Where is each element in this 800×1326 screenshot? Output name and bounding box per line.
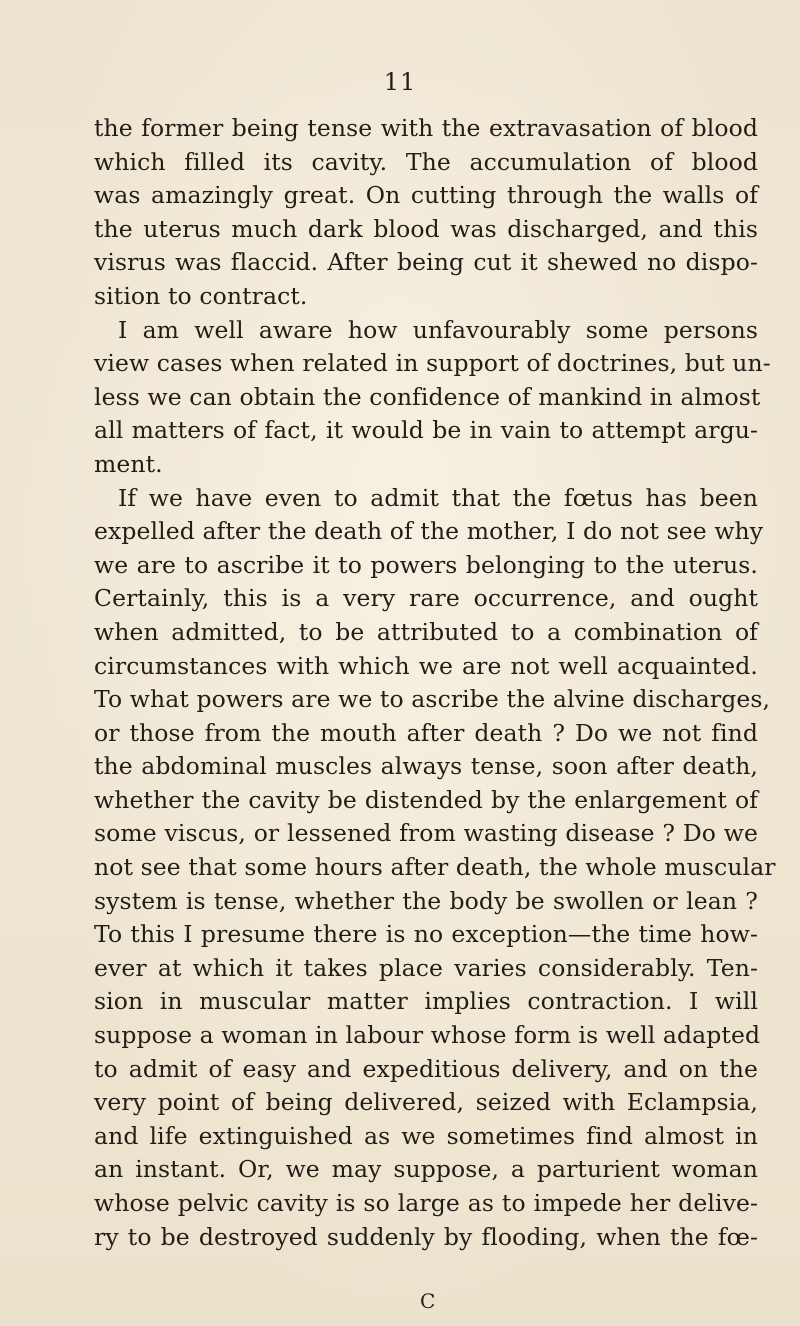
text-line: not see that some hours after death, the whole muscular [94,853,776,882]
text-line: some viscus, or lessened from wasting disease ? Do we [94,819,758,848]
text-line: visrus was flaccid. After being cut it shewed no dispo- [94,248,758,277]
text-line: ment. [94,449,163,478]
text-line: view cases when related in support of doctrines, but un- [94,349,771,378]
text-line: an instant. Or, we may suppose, a parturient woman [94,1155,758,1184]
text-line: and life extinguished as we sometimes find almost in [94,1121,758,1150]
page-number: 11 [383,68,417,96]
text-line: Certainly, this is a very rare occurrence, and ought [94,584,758,613]
text-line: suppose a woman in labour whose form is well adapted [94,1021,761,1050]
text-line: sition to contract. [94,281,308,310]
text-line: sion in muscular matter implies contraction. I will [94,987,758,1016]
text-line: less we can obtain the confidence of mankind in almost [94,382,761,411]
text-line: I am well aware how unfavourably some persons [118,315,758,344]
text-line: the uterus much dark blood was discharged, and this [94,214,758,243]
text-line: To this I presume there is no exception—the time how- [94,920,758,949]
text-line: If we have even to admit that the fœtus has been [118,483,758,512]
text-line: the abdominal muscles always tense, soon after death, [94,752,758,781]
text-line: ever at which it takes place varies considerably. Ten- [94,953,758,982]
text-line: we are to ascribe it to powers belonging to the uterus. [94,550,758,579]
text-line: very point of being delivered, seized with Eclampsia, [94,1088,758,1117]
text-line: the former being tense with the extravasation of blood [94,114,758,142]
text-line: to admit of easy and expeditious delivery, and on the [94,1054,758,1083]
text-line: which filled its cavity. The accumulation of blood [94,147,758,176]
text-line: To what powers are we to ascribe the alvine discharges, [94,685,771,714]
text-line: whether the cavity be distended by the enlargement of [94,785,758,814]
text-line: ry to be destroyed suddenly by flooding, when the fœ- [94,1222,758,1251]
text-line: was amazingly great. On cutting through the walls of [94,181,758,210]
signature-mark: C [420,1289,437,1313]
text-line: or those from the mouth after death ? Do we not find [94,718,758,747]
text-line: all matters of fact, it would be in vain to attempt argu- [94,416,758,445]
text-line: when admitted, to be attributed to a combination of [94,617,758,646]
text-line: circumstances with which we are not well acquainted. [94,651,758,680]
body-text [94,112,776,1254]
text-line: system is tense, whether the body be swollen or lean ? [94,886,758,915]
text-line: expelled after the death of the mother, I do not see why [94,517,764,546]
text-line: whose pelvic cavity is so large as to impede her delive- [94,1189,758,1217]
